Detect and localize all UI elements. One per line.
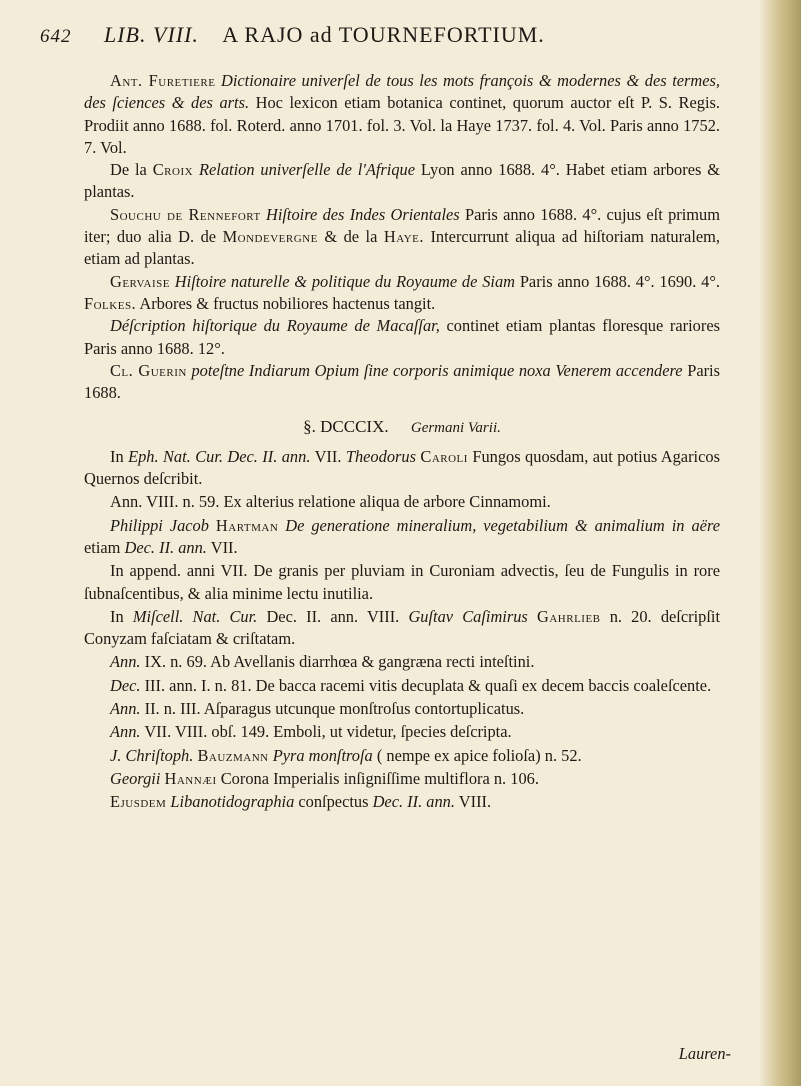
entry-furetiere: Ant. Furetiere Dictionaire univerſel de tous les mots françois & modernes & des termes, des ſciences & des arts. Hoc lexicon etiam botanica continet, quorum auctor eſt P. S. Regis. Prodiit anno 1688. fol. Roterd. anno 1701. fol. 3. Vol. la Haye 1737. fol. 4. Vol. Paris anno 1752. 7. Vol.	[84, 71, 720, 157]
entry-eph: In Eph. Nat. Cur. Dec. II. ann. VII. Theodorus Caroli Fungos quosdam, aut potius Agaricos Quernos deſcribit.	[84, 446, 720, 489]
page-edge-shadow	[759, 0, 801, 1086]
entry-ann-ii: Ann. II. n. III. Aſparagus utcunque monſtroſus contortuplicatus.	[110, 699, 525, 719]
entry-ann-viii: Ann. VIII. n. 59. Ex alterius relatione aliqua de arbore Cinnamomi.	[110, 492, 551, 512]
entry-ann-ix: Ann. IX. n. 69. Ab Avellanis diarrhœa & gangræna recti inteſtini.	[110, 652, 535, 672]
entry-description: Déſcription hiſtorique du Royaume de Macaſſar, continet etiam plantas floresque rariores Paris anno 1688. 12°.	[84, 316, 720, 358]
entry-croix: De la Croix Relation univerſelle de l'Afrique Lyon anno 1688. 4°. Habet etiam arbores & plantas.	[84, 160, 720, 202]
catchword: Lauren-	[678, 1044, 731, 1063]
book-label: LIB. VIII.	[104, 22, 199, 47]
entry-ann-vii: Ann. VII. VIII. obſ. 149. Emboli, ut videtur, ſpecies deſcripta.	[110, 722, 512, 742]
entry-guerin: Cl. Guerin poteſtne Indiarum Opium ſine corporis animique noxa Venerem accendere Paris 1688.	[84, 360, 720, 403]
entry-souchu: Souchu de Rennefort Hiſtoire des Indes Orientales Paris anno 1688. 4°. cujus eſt primum iter; duo alia D. de Mondevergne & de la Haye. Intercurrunt aliqua ad hiſtoriam naturalem, etiam ad plantas.	[84, 204, 720, 269]
entry-gervaise: Gervaise Hiſtoire naturelle & politique du Royaume de Siam Paris anno 1688. 4°. 1690. 4°. Folkes. Arbores & fructus nobiliores hactenus tangit.	[84, 271, 720, 313]
section-heading: §. DCCCIX. Germani Varii.	[303, 417, 501, 437]
entry-dec-iii: Dec. III. ann. I. n. 81. De bacca racemi vitis decuplata & quaſi ex decem baccis coaleſcente.	[110, 675, 712, 695]
running-title: A RAJO ad TOURNEFORTIUM.	[222, 22, 545, 47]
entry-hartman: Philippi Jacob Hartman De generatione mineralium, vegetabilium & animalium in aëre etiam Dec. II. ann. VII.	[84, 515, 720, 557]
running-header	[40, 22, 740, 52]
entry-ejusdem: Ejusdem Libanotidographia conſpectus Dec. II. ann. VIII.	[110, 792, 492, 812]
entry-bauzmann: J. Chriſtoph. Bauzmann Pyra monſtroſa ( nempe ex apice folioſa) n. 52.	[110, 745, 582, 765]
entry-append: In append. anni VII. De granis per pluviam in Curoniam advectis, ſeu de Fungulis in rore ſubnaſcentibus, & alia minime lectu inutilia.	[84, 561, 720, 603]
page-number: 642	[40, 26, 72, 47]
entry-miscell: In Miſcell. Nat. Cur. Dec. II. ann. VIII. Guſtav Caſimirus Gahrlieb n. 20. deſcripſit Conyzam faſciatam & criſtatam.	[84, 606, 720, 649]
entry-hannaei: Georgii Hannæi Corona Imperialis inſigniſſime multiflora n. 106.	[110, 768, 539, 788]
body-text	[84, 70, 720, 814]
